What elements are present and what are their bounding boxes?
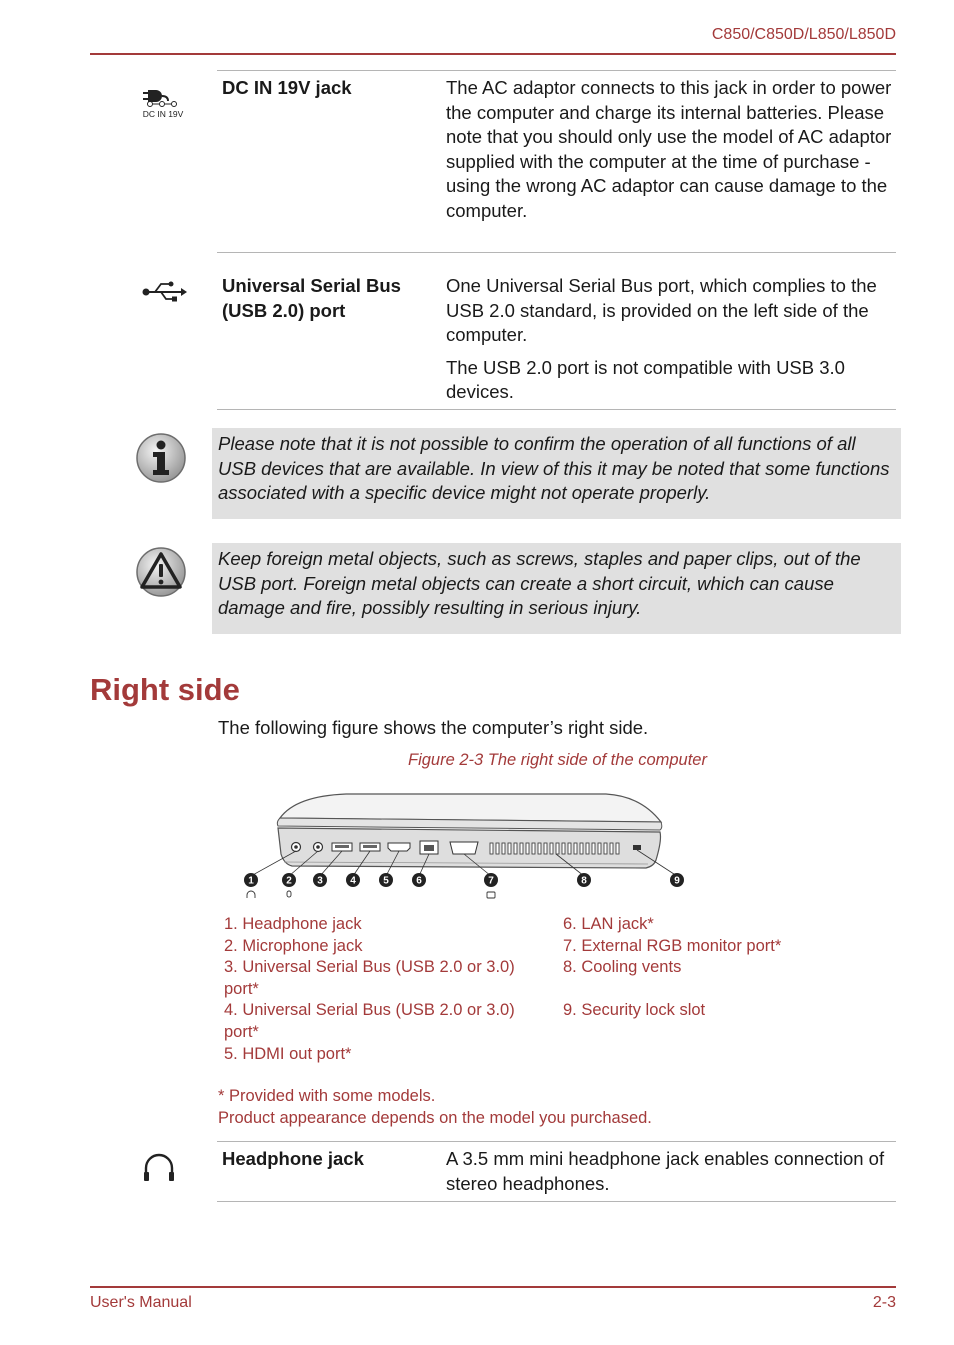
callout-label: 8 (581, 875, 587, 887)
section-title: Right side (90, 672, 240, 707)
footer-page-number: 2-3 (872, 1294, 896, 1311)
usb-icon (141, 278, 187, 304)
legend-item: 7. External RGB monitor port* (563, 936, 782, 955)
headphone-description (446, 1147, 896, 1196)
dc-in-description (446, 76, 896, 223)
footnote-appearance: Product appearance depends on the model you purchased. (218, 1108, 652, 1127)
callout-label: 4 (350, 875, 356, 887)
laptop-lid (280, 794, 661, 822)
footer-rule (90, 1286, 896, 1288)
callout-label: 7 (488, 875, 494, 887)
table-rule (217, 252, 896, 253)
info-note (212, 428, 901, 519)
legend-item: 6. LAN jack* (563, 915, 654, 933)
legend-item: 2. Microphone jack (224, 936, 363, 955)
footnote-models: * Provided with some models. (218, 1087, 436, 1105)
legend-item: 4. Universal Serial Bus (USB 2.0 or 3.0) port* (224, 1001, 515, 1041)
callout-label: 2 (286, 875, 292, 887)
footnote (218, 1086, 652, 1129)
legend-right (563, 914, 863, 1022)
usb-description (446, 274, 896, 405)
headphone-term: Headphone jack (222, 1148, 364, 1169)
section-intro: The following figure shows the computer’s right side. (218, 717, 649, 738)
laptop-right-side-figure (236, 788, 696, 906)
dc-in-paragraph: The AC adaptor connects to this jack in order to power the computer and charge its internal batteries. Please note that you should only use the model of AC adaptor supplied with the computer at the time of purchase - using the wrong AC adaptor can cause damage to the computer. (446, 77, 892, 221)
callout-label: 6 (416, 875, 422, 887)
model-header: C850/C850D/L850/L850D (711, 26, 896, 43)
headphone-icon (142, 1151, 176, 1183)
info-icon (135, 432, 187, 484)
security-lock-slot (633, 845, 641, 850)
legend-item: 8. Cooling vents (563, 958, 682, 977)
callout-label: 3 (317, 875, 323, 887)
legend-item: 5. HDMI out port* (224, 1044, 352, 1063)
figure-caption: Figure 2-3 The right side of the computer (408, 751, 707, 769)
footer-manual-title: User's Manual (90, 1294, 192, 1311)
callout-label: 1 (248, 875, 254, 887)
warning-icon (135, 546, 187, 598)
table-rule (217, 409, 896, 410)
legend-item: 1. Headphone jack (224, 915, 362, 933)
header-rule (90, 53, 896, 55)
legend-item: 3. Universal Serial Bus (USB 2.0 or 3.0) port* (224, 958, 515, 998)
dc-in-icon (140, 80, 188, 120)
usb-paragraph: The USB 2.0 port is not compatible with USB 3.0 devices. (446, 356, 845, 402)
warning-note (212, 543, 901, 634)
dc-in-icon-label: DC IN 19V (142, 109, 184, 119)
info-note-text: Please note that it is not possible to confirm the operation of all functions of all USB devices that are available. In view of this it may be noted that some functions associated with a specific device might not operate properly. (218, 433, 890, 503)
legend-item: 9. Security lock slot (563, 1001, 706, 1020)
rgb-port (450, 842, 478, 854)
table-rule (217, 1141, 896, 1142)
usb-term: Universal Serial Bus (USB 2.0) port (222, 275, 401, 321)
headphone-paragraph: A 3.5 mm mini headphone jack enables connection of stereo headphones. (446, 1148, 885, 1194)
dc-in-term: DC IN 19V jack (222, 77, 352, 98)
table-rule (217, 1201, 896, 1202)
hdmi-port (388, 843, 410, 851)
callout-label: 9 (674, 875, 680, 887)
usb-paragraph: One Universal Serial Bus port, which complies to the USB 2.0 standard, is provided on the left side of the computer. (446, 275, 877, 345)
legend-left (224, 914, 554, 1065)
table-rule (217, 70, 896, 71)
warning-note-text: Keep foreign metal objects, such as screws, staples and paper clips, out of the USB port. Foreign metal objects can create a short circuit, which can cause damage and fire, possibly resulting in serious injury. (218, 548, 861, 618)
callout-label: 5 (383, 875, 389, 887)
